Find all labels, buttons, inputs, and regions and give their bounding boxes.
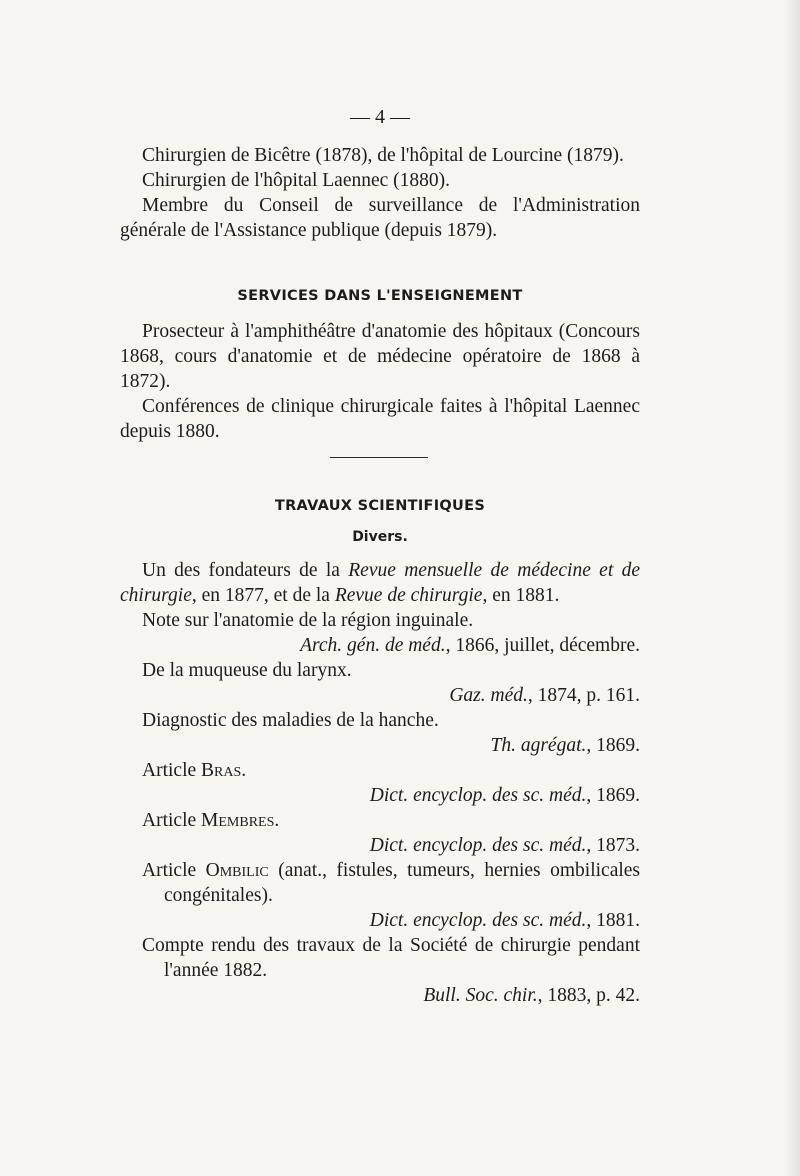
intro-paragraph: Chirurgien de Bicêtre (1878), de l'hôpital de Lourcine (1879). xyxy=(142,145,624,166)
services-section xyxy=(120,284,640,444)
section-divider xyxy=(330,457,428,458)
travaux-heading: TRAVAUX SCIENTIFIQUES xyxy=(274,498,486,514)
article-entry-title: Article Membres. xyxy=(142,810,280,831)
article-entry-ref: Dict. encyclop. des sc. méd., 1873. xyxy=(369,835,640,856)
page-number: — 4 — xyxy=(350,106,410,128)
services-paragraph: Conférences de clinique chirurgicale faites à l'hôpital Laennec depuis 1880. xyxy=(120,396,640,442)
bibliography-entry-title: Diagnostic des maladies de la hanche. xyxy=(142,710,439,731)
services-paragraph: Prosecteur à l'amphithéâtre d'anatomie des hôpitaux (Concours 1868, cours d'anatomie et de médecine opératoire de 1868 à 1872). xyxy=(120,321,640,392)
bibliography-entry-title: Note sur l'anatomie de la région inguinale. xyxy=(142,610,474,631)
bibliography-entry-title: De la muqueuse du larynx. xyxy=(142,660,352,681)
article-entry-title: Article Ombilic (anat., fistules, tumeurs, hernies ombilicales congénitales). xyxy=(142,860,641,906)
services-heading: SERVICES DANS L'ENSEIGNEMENT xyxy=(237,288,523,304)
article-entry-ref: Dict. encyclop. des sc. méd., 1869. xyxy=(369,785,640,806)
travaux-section xyxy=(120,494,640,1008)
bibliography-entry-ref: Th. agrégat., 1869. xyxy=(490,735,640,756)
bibliography-entry-ref: Gaz. méd., 1874, p. 161. xyxy=(449,685,640,706)
page-edge-shadow xyxy=(784,0,800,1176)
compte-rendu-ref: Bull. Soc. chir., 1883, p. 42. xyxy=(423,985,640,1006)
intro-section xyxy=(120,143,640,243)
divers-heading: Divers. xyxy=(352,529,408,545)
bibliography-entry-ref: Arch. gén. de méd., 1866, juillet, décembre. xyxy=(300,635,640,656)
article-entry-ref: Dict. encyclop. des sc. méd., 1881. xyxy=(369,910,640,931)
journal-title: Revue de chirurgie xyxy=(334,585,483,606)
intro-paragraph: Chirurgien de l'hôpital Laennec (1880). xyxy=(142,170,451,191)
compte-rendu-title: Compte rendu des travaux de la Société de chirurgie pendant l'année 1882. xyxy=(142,935,640,981)
journal-title: Revue mensuelle de médecine et de chirurgie xyxy=(120,560,640,606)
article-entry-title: Article Bras. xyxy=(142,760,247,781)
intro-paragraph: Membre du Conseil de surveillance de l'Administration générale de l'Assistance publique (depuis 1879). xyxy=(120,195,640,241)
fondateurs-entry: Un des fondateurs de la Revue mensuelle de médecine et de chirurgie, en 1877, et de la Revue de chirurgie, en 1881. xyxy=(120,560,640,606)
